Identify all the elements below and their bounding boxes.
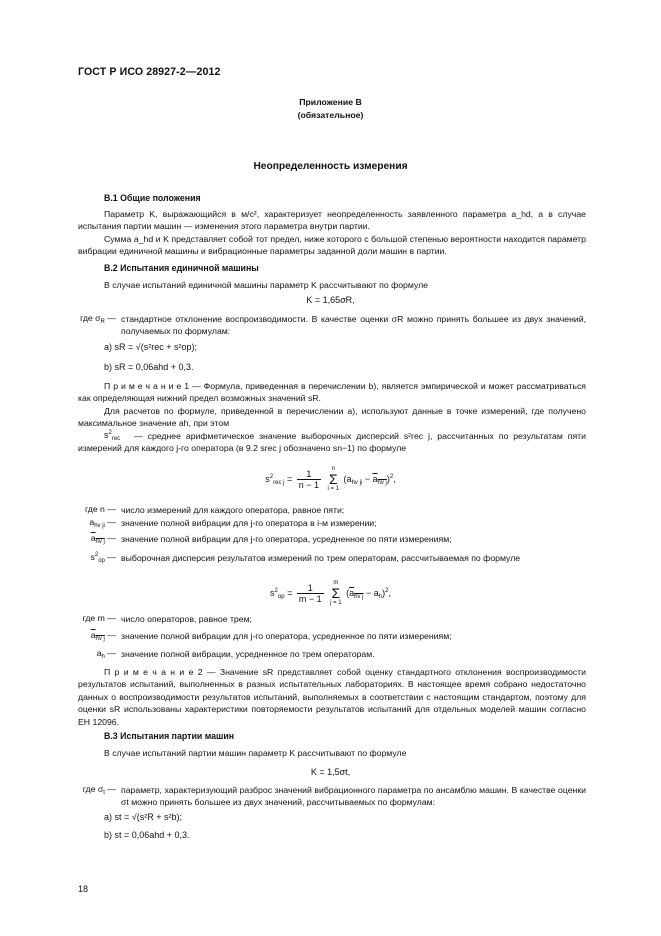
b3-item-a-formula: a) st = √(s²R + s²b); [104,812,182,822]
def-ahvji: значение полной вибрации для j-го оператора в i-м измерении; [121,518,377,528]
def-tag-sop: $s^2_{op}$ — [90,552,116,564]
main-title: Неопределенность измерения [253,161,408,172]
def-n: число измерений для каждого оператора, равное пяти; [121,505,345,515]
b1-paragraph-1: Параметр K, выражающийся в м/с², характеризует неопределенность заявленного параметра a_hd, а в случае испытания партии машин — изменения этого параметра внутри партии. [78,209,586,232]
section-b2-heading: В.2 Испытания единичной машины [104,263,259,273]
appendix-title: Приложение В [299,97,362,107]
section-b3-heading: В.3 Испытания партии машин [104,731,235,741]
note-2: П р и м е ч а н и е 2 — Значение sR представляет собой оценку стандартного отклонения воспроизводимости результатов испытаний, выполненных в разных испытательных лабораториях. В настоящее время собрано недостаточно данных о воспроизводимости результатов испытаний, выполняемых в соответствии с настоящим стандартом, поэтому для оценки sR использованы характеристики повторяемости результатов испытаний для отдельных моделей машин согласно ЕН 12096. [78,667,586,727]
def-tag-sigma-r: где $\sigma_R$ — [80,313,116,325]
def-ahvj-2: значение полной вибрации для j-го оператора, усредненное по пяти измерениям; [121,631,452,641]
def-m: число операторов, равное трем; [121,614,252,624]
b1-paragraph-2: Сумма a_hd и K представляет собой тот предел, ниже которого с большой степенью вероятности находится параметр вибрации единичной машины и вибрационные параметры заданной доли машин в партии. [78,234,586,257]
formula-k-batch: K = 1,5σt, [310,767,351,777]
def-tag-ahvj: $a_{hv j}$ — [90,533,116,545]
def-tag-sigma-t: где $\sigma_t$ — [82,784,116,796]
appendix-status: (обязательное) [297,110,364,120]
symbol-s2rec: $s^2_{rec}$ [104,430,121,442]
b3-item-b-formula: b) st = 0,06ahd + 0,3. [104,830,190,840]
note-1: П р и м е ч а н и е 1 — Формула, приведенная в перечислении b), является эмпирической и может рассматриваться как определяющая нижний предел возможных значений sR. [78,381,586,404]
def-tag-n: где n — [84,504,116,514]
def-sop: выборочная дисперсия результатов измерений по трем операторам, рассчитываемая по формуле [121,553,521,563]
def-ah: значение полной вибрации, усредненное по трем операторам. [121,649,375,659]
document-header: ГОСТ Р ИСО 28927-2—2012 [78,66,221,78]
b2-paragraph-1: В случае испытаний единичной машины параметр K рассчитывают по формуле [104,280,429,290]
formula-s2op: $s^2_{op}$ = $\frac{1}{m - 1}$ m Σ j = 1 $(a_{hv j} - a_h)^2$, [270,580,391,606]
def-tag-m: где m — [82,613,116,623]
formula-s2rec: $s^2_{rec j}$ = $\frac{1}{n - 1}$ n Σ i = 1 $(a_{hv ji} - a_{hv j})^2$, [265,466,396,492]
item-b-formula: b) sR = 0,06ahd + 0,3. [104,362,194,372]
b3-paragraph-1: В случае испытаний партии машин параметр K рассчитывают по формуле [104,748,407,758]
def-s2rec: — среднее арифметическое значение выборочных дисперсий s²rec j, рассчитанных по результатам пяти измерений для каждого j-го оператора (в 9.2 srec j обозначено sn−1) по формуле [78,431,586,454]
section-b1-heading: В.1 Общие положения [104,193,201,203]
def-ahvj: значение полной вибрации для j-го оператора, усредненное по пяти измерениям; [121,534,452,544]
item-a-formula: a) sR = √(s²rec + s²op); [104,342,197,352]
def-tag-ahvji: $a_{hv ji}$ — [89,517,116,529]
def-sigma-r: стандартное отклонение воспроизводимости. В качестве оценки σR можно принять большее из двух значений, получаемых по формулам: [121,314,586,337]
b2-paragraph-2: Для расчетов по формуле, приведенной в перечислении а), используют данные в точке измерений, где получено максимальное значение ah, при этом [78,406,586,429]
page-number: 18 [78,884,89,894]
formula-k-single: K = 1,65σR, [306,295,355,305]
def-tag-ah: $a_h$ — [96,648,116,660]
def-tag-ahvj-2: $a_{hv j}$ — [90,630,116,642]
def-sigma-t: параметр, характеризующий разброс значений вибрационного параметра по ансамблю машин. В качестве оценки σt можно принять большее из двух значений, рассчитываемых по формулам: [121,785,586,808]
